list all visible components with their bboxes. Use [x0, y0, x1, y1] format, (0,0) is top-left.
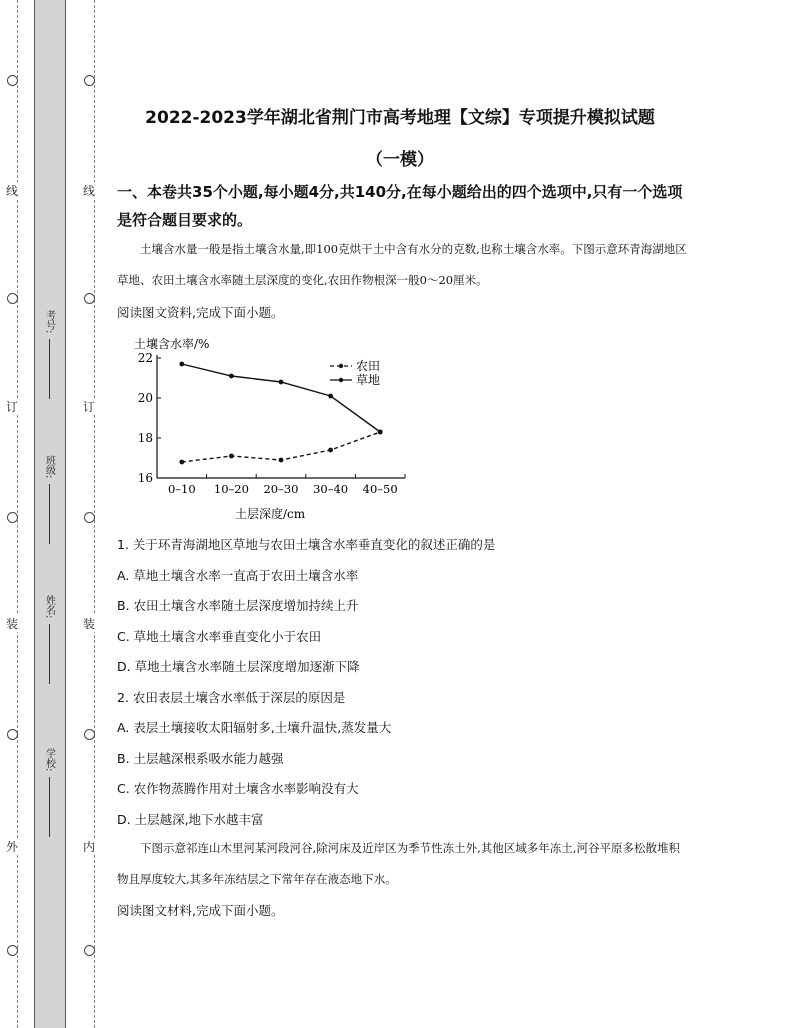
passage-2-instruction: 阅读图文材料,完成下面小题。 — [117, 903, 284, 918]
y-tick-label: 16 — [137, 471, 153, 485]
legend-marker — [339, 378, 343, 382]
field-underline — [49, 624, 50, 684]
field-label-class: 班级: — [43, 455, 55, 479]
field-class — [36, 455, 62, 544]
data-point — [378, 430, 383, 435]
passage-1-text: 土壤含水量一般是指土壤含水量,即100克烘干土中含有水分的克数,也称土壤含水率。下图示意环青海湖地区草地、农田土壤含水率随土层深度的变化,农田作物根深一般0～20厘米。 — [117, 242, 687, 287]
outer-binding-char-1: 线 — [5, 184, 18, 198]
field-name — [36, 595, 62, 684]
x-axis-label: 土层深度/cm — [235, 507, 306, 521]
outer-binding-hole-1 — [7, 75, 18, 86]
data-point — [328, 394, 333, 399]
inner-binding-hole-1 — [84, 75, 95, 86]
inner-binding-hole-4 — [84, 729, 95, 740]
outer-binding-hole-4 — [7, 729, 18, 740]
data-point — [229, 374, 234, 379]
legend-label: 草地 — [356, 373, 381, 387]
data-point — [328, 448, 333, 453]
field-label-name: 姓名: — [43, 595, 55, 619]
question-2-option-b: B. 土层越深根系吸水能力越强 — [117, 751, 284, 766]
question-1-stem: 1. 关于环青海湖地区草地与农田土壤含水率垂直变化的叙述正确的是 — [117, 537, 496, 552]
field-school — [36, 748, 62, 837]
inner-binding-hole-3 — [84, 512, 95, 523]
field-underline — [49, 484, 50, 544]
field-underline — [49, 777, 50, 837]
question-1-option-b: B. 农田土壤含水率随土层深度增加持续上升 — [117, 598, 359, 613]
legend-marker — [339, 364, 343, 368]
passage-2-text: 下图示意祁连山木里河某河段河谷,除河床及近岸区为季节性冻土外,其他区域多年冻土,河谷平原多松散堆积物且厚度较大,其多年冻结层之下常年存在液态地下水。 — [117, 841, 680, 886]
question-1-option-a: A. 草地土壤含水率一直高于农田土壤含水率 — [117, 568, 359, 583]
field-underline — [49, 339, 50, 399]
data-point — [279, 458, 284, 463]
series-line-farmland — [182, 432, 380, 462]
y-tick-label: 22 — [137, 351, 153, 365]
outer-binding-hole-5 — [7, 945, 18, 956]
legend-label: 农田 — [356, 359, 381, 373]
page-title-line1: 2022-2023学年湖北省荆门市高考地理【文综】专项提升模拟试题 — [145, 108, 655, 128]
data-point — [279, 380, 284, 385]
x-tick-label: 20–30 — [263, 482, 299, 496]
data-point — [179, 362, 184, 367]
series-line-grassland — [182, 364, 380, 432]
inner-binding-hole-5 — [84, 945, 95, 956]
passage-1-instruction: 阅读图文资料,完成下面小题。 — [117, 305, 284, 320]
data-point — [179, 460, 184, 465]
inner-binding-hole-2 — [84, 293, 95, 304]
inner-binding-char-4: 内 — [82, 840, 95, 854]
question-2-option-a: A. 表层土壤接收太阳辐射多,土壤升温快,蒸发量大 — [117, 720, 392, 735]
soil-moisture-chart — [130, 333, 430, 528]
question-1-option-d: D. 草地土壤含水率随土层深度增加逐渐下降 — [117, 659, 360, 674]
section-heading: 一、本卷共35个小题,每小题4分,共140分,在每小题给出的四个选项中,只有一个选项是符合题目要求的。 — [117, 183, 683, 229]
inner-binding-char-2: 订 — [82, 400, 95, 414]
outer-binding-hole-2 — [7, 293, 18, 304]
y-tick-label: 18 — [137, 431, 153, 445]
x-tick-label: 10–20 — [213, 482, 249, 496]
page-title-line2: （一模） — [366, 150, 434, 170]
question-2-option-c: C. 农作物蒸腾作用对土壤含水率影响没有大 — [117, 781, 359, 796]
y-axis-label: 土壤含水率/% — [134, 337, 210, 351]
field-label-school: 学校: — [43, 748, 55, 772]
outer-binding-char-3: 装 — [5, 617, 18, 631]
question-1-option-c: C. 草地土壤含水率垂直变化小于农田 — [117, 629, 322, 644]
field-label-exam-number: 考号: — [43, 310, 55, 334]
field-exam-number — [36, 310, 62, 399]
x-tick-label: 40–50 — [362, 482, 398, 496]
inner-binding-char-3: 装 — [82, 617, 95, 631]
x-tick-label: 30–40 — [313, 482, 349, 496]
outer-binding-hole-3 — [7, 512, 18, 523]
x-tick-label: 0–10 — [167, 482, 196, 496]
outer-binding-char-4: 外 — [5, 840, 18, 854]
outer-binding-char-2: 订 — [5, 400, 18, 414]
data-point — [229, 454, 234, 459]
question-2-option-d: D. 土层越深,地下水越丰富 — [117, 812, 264, 827]
inner-binding-char-1: 线 — [82, 184, 95, 198]
y-tick-label: 20 — [137, 391, 153, 405]
question-2-stem: 2. 农田表层土壤含水率低于深层的原因是 — [117, 690, 346, 705]
